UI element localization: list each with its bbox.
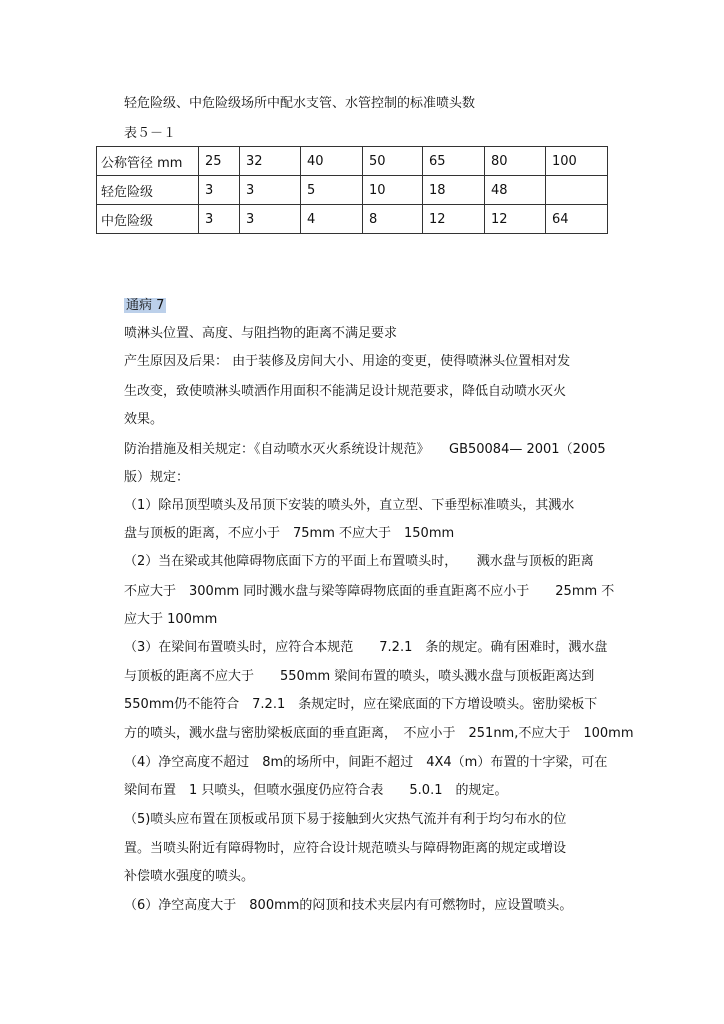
table-cell: 12 (485, 205, 546, 234)
table-row (97, 205, 608, 234)
table-cell: 48 (485, 176, 546, 205)
body-line: （5)喷头应布置在顶板或吊顶下易于接触到火灾热气流并有利于均匀布水的位 (124, 812, 567, 827)
table-label: 表５－１ (124, 126, 177, 141)
table-cell: 32 (240, 147, 301, 176)
body-line: 产生原因及后果： 由于装修及房间大小、用途的变更，使得喷淋头位置相对发 (124, 354, 571, 369)
table-header-row (97, 147, 608, 176)
body-line: 版）规定： (124, 470, 190, 485)
section-tag-text: 通病 7 (126, 298, 165, 313)
table-cell: 10 (363, 176, 423, 205)
body-line: 不应大于 300mm 同时溅水盘与梁等障碍物底面的垂直距离不应小于 25mm 不 (124, 584, 615, 599)
body-line: 防治措施及相关规定：《自动喷水灭火系统设计规范》 GB50084— 2001（2005 (124, 442, 606, 457)
table-cell: 3 (240, 205, 301, 234)
body-line: 梁间布置 1 只喷头，但喷水强度仍应符合表 5.0.1 的规定。 (124, 783, 508, 798)
table-cell: 64 (546, 205, 608, 234)
body-line: 置。当喷头附近有障碍物时，应符合设计规范喷头与障碍物距离的规定或增设 (124, 841, 567, 856)
table-cell: 65 (423, 147, 485, 176)
table-cell: 18 (423, 176, 485, 205)
body-line: 效果。 (124, 412, 164, 427)
body-line: 应大于 100mm (124, 612, 218, 627)
table-heading: 轻危险级、中危险级场所中配水支管、水管控制的标准喷头数 (124, 96, 476, 111)
body-line: （6）净空高度大于 800mm的闷顶和技术夹层内有可燃物时，应设置喷头。 (124, 898, 573, 913)
body-line: 550mm仍不能符合 7.2.1 条规定时，应在梁底面的下方增设喷头。密肋梁板下 (124, 697, 598, 712)
table-cell: 80 (485, 147, 546, 176)
body-line: （2）当在梁或其他障碍物底面下方的平面上布置喷头时， 溅水盘与顶板的距离 (124, 554, 594, 569)
table-cell: 3 (199, 205, 240, 234)
table-cell: 100 (546, 147, 608, 176)
table-cell: 轻危险级 (97, 176, 199, 205)
table-cell: 50 (363, 147, 423, 176)
body-line: 方的喷头，溅水盘与密肋梁板底面的垂直距离， 不应小于 251nm,不应大于 100mm (124, 726, 634, 741)
body-line: 生改变，致使喷淋头喷洒作用面积不能满足设计规范要求，降低自动喷水灭火 (124, 384, 567, 399)
body-line: 与顶板的距离不应大于 550mm 梁间布置的喷头，喷头溅水盘与顶板距离达到 (124, 669, 595, 684)
body-line: 盘与顶板的距离，不应小于 75mm 不应大于 150mm (124, 526, 455, 541)
section-tag (124, 298, 166, 314)
table-cell: 8 (363, 205, 423, 234)
table-cell: 40 (301, 147, 363, 176)
section-title: 喷淋头位置、高度、与阻挡物的距离不满足要求 (124, 326, 398, 341)
table-cell: 25 (199, 147, 240, 176)
table-cell: 5 (301, 176, 363, 205)
table-row (97, 176, 608, 205)
table-cell: 中危险级 (97, 205, 199, 234)
body-line: 补偿喷水强度的喷头。 (124, 869, 255, 884)
body-line: （3）在梁间布置喷头时，应符合本规范 7.2.1 条的规定。确有困难时，溅水盘 (124, 640, 608, 655)
table-cell: 12 (423, 205, 485, 234)
body-line: （4）净空高度不超过 8m的场所中，间距不超过 4X4（m）布置的十字梁，可在 (124, 755, 608, 770)
table-cell: 公称管径 mm (97, 147, 199, 176)
table-cell: 3 (240, 176, 301, 205)
sprinkler-count-table (96, 146, 608, 234)
body-line: （1）除吊顶型喷头及吊顶下安装的喷头外，直立型、下垂型标准喷头，其溅水 (124, 498, 575, 513)
table-cell: 4 (301, 205, 363, 234)
table-cell: 3 (199, 176, 240, 205)
table-cell (546, 176, 608, 205)
